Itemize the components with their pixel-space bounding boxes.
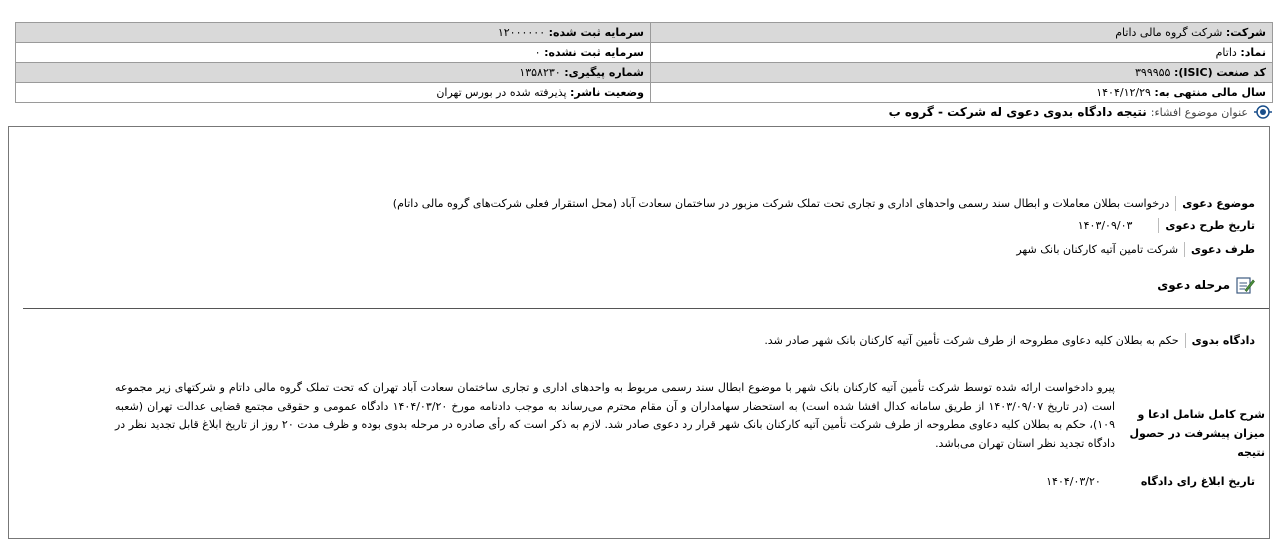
notification-date-row [1046, 475, 1255, 488]
company-cell: شرکت: شرکت گروه مالی داتام [651, 23, 1273, 43]
claim-stage-heading [1157, 275, 1255, 295]
publisher-status-cell: وضعیت ناشر: پذیرفته شده در بورس تهران [16, 83, 651, 103]
info-row-1 [16, 23, 1273, 43]
court-result-row [764, 333, 1255, 348]
claim-party-label: طرف دعوی [1191, 243, 1255, 256]
full-description-label: شرح کامل شامل ادعا و میزان پیشرفت در حصول نتیجه [1129, 408, 1265, 459]
company-info-table [15, 22, 1273, 103]
full-description-text: پیرو دادخواست ارائه شده توسط شرکت تأمین آتیه کارکنان بانک شهر با موضوع ابطال سند رسمی مربوط به واحدهای اداری و تجاری ساختمان سعادت آباد تهران که تحت تملک گروه مالی داتام و شرکتهای زیر مجموعه است (در تاریخ ۱۴۰۳/۰۹/۰۷ از طریق سامانه کدال افشا شده است) به استحضار سهامداران و آن مقام محترم می‌رساند به موجب دادنامه مورخ ۱۴۰۴/۰۳/۲۰ دادگاه عمومی و حقوقی مجتمع قضایی عدالت تهران (شعبه ۱۰۹)، حکم به بطلان کلیه دعاوی مطروحه از طرف شرکت تأمین آتیه کارکنان بانک شهر قرار رد دعوی صادر شد. لازم به ذکر است که رأی صادره در مرحله بدوی بوده و ظرف مدت ۲۰ روز از تاریخ ابلاغ قابل تجدید نظر در دادگاه تجدید نظر استان تهران می‌باشد. [115, 381, 1116, 450]
target-bullet-icon [1254, 103, 1272, 121]
subject-prefix: عنوان موضوع افشاء: [1150, 105, 1248, 119]
notification-date-value: ۱۴۰۴/۰۳/۲۰ [1046, 475, 1101, 488]
claim-topic-value: درخواست بطلان معاملات و ابطال سند رسمی واحدهای اداری و تجاری تحت تملک شرکت مزبور در ساختمان سعادت آباد (محل استقرار فعلی شرکت‌های گروه مالی داتام) [392, 197, 1170, 210]
claim-details-panel [8, 126, 1270, 539]
claim-date-label: تاریخ طرح دعوی [1165, 219, 1255, 232]
claim-date-value: ۱۴۰۳/۰۹/۰۳ [1077, 219, 1133, 232]
industry-code-cell: کد صنعت (ISIC): ۳۹۹۹۵۵ [651, 63, 1273, 83]
claim-stage-title: مرحله دعوی [1157, 278, 1230, 292]
court-label: دادگاه بدوی [1191, 334, 1255, 347]
symbol-cell: نماد: داتام [651, 43, 1273, 63]
claim-topic-label: موضوع دعوی [1182, 197, 1255, 210]
disclosure-subject [889, 101, 1272, 123]
notification-date-label: تاریخ ابلاغ رای دادگاه [1140, 475, 1255, 488]
unregistered-capital-cell: سرمایه ثبت نشده: ۰ [16, 43, 651, 63]
fiscal-year-cell: سال مالی منتهی به: ۱۴۰۴/۱۲/۲۹ [651, 83, 1273, 103]
info-row-2 [16, 43, 1273, 63]
court-result-value: حکم به بطلان کلیه دعاوی مطروحه از طرف شرکت تأمین آتیه کارکنان بانک شهر صادر شد. [764, 334, 1179, 347]
claim-date-row [1078, 218, 1255, 233]
section-divider [23, 308, 1269, 309]
claim-party-value: شرکت تامین آتیه کارکنان بانک شهر [1016, 243, 1179, 256]
edit-document-icon [1235, 275, 1255, 295]
claim-topic-row [393, 196, 1255, 211]
registered-capital-cell: سرمایه ثبت شده: ۱۲۰۰۰۰۰۰ [16, 23, 651, 43]
claim-party-row [1016, 242, 1255, 257]
info-row-4 [16, 83, 1273, 103]
info-row-3 [16, 63, 1273, 83]
tracking-number-cell: شماره پیگیری: ۱۳۵۸۲۳۰ [16, 63, 651, 83]
subject-title: نتیجه دادگاه بدوی دعوی له شرکت - گروه ب [888, 105, 1147, 119]
